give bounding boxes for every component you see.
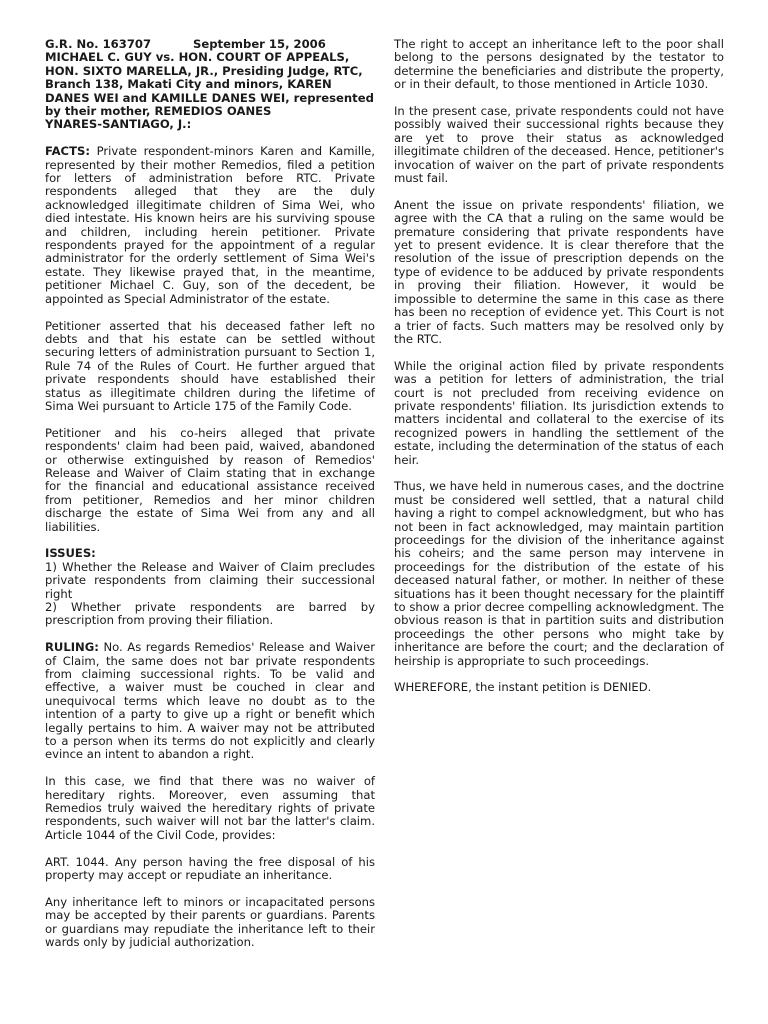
ruling-paragraph-8: While the original action filed by private respondents was a petition for letters of administration, the trial court is not precluded from receiving evidence on private respondents' filiation. Its jurisdiction extends to matters incidental and collateral to the exercise of its recognized powers in handling the settlement of the estate, including the determination of the status of each heir. — [394, 358, 724, 467]
ruling-paragraph-4: Any inheritance left to minors or incapacitated persons may be accepted by their parents or guardians. Parents or guardians may repudiate the inheritance left to their wards only by judicial authorization. — [45, 894, 375, 950]
decision-date: September 15, 2006 — [193, 37, 326, 51]
ruling-heading: RULING: — [45, 640, 99, 655]
left-column — [45, 38, 375, 963]
ponente: YNARES-SANTIAGO, J.: — [45, 117, 192, 132]
facts-paragraph-2: Petitioner asserted that his deceased father left no debts and that his estate can be settled without securing letters of administration pursuant to Section 1, Rule 74 of the Rules of Court. He further argued that private respondents should have established their status as illegitimate children during the lifetime of Sima Wei pursuant to Article 175 of the Family Code. — [45, 318, 375, 413]
ruling-paragraph-7: Anent the issue on private respondents' filiation, we agree with the CA that a ruling on the same would be premature considering that private respondents have yet to present evidence. It is clear therefore that the resolution of the issue of prescription depends on the type of evidence to be adduced by private respondents in proving their filiation. However, it would be impossible to determine the same in this case as there has been no reception of evidence yet. This Court is not a trier of facts. Such matters may be resolved only by the RTC. — [394, 197, 724, 346]
issues-heading: ISSUES: — [45, 546, 96, 561]
ruling-text-1: No. As regards Remedios' Release and Waiver of Claim, the same does not bar private respondents from claiming successional rights. To be valid and effective, a waiver must be couched in clear and unequivocal terms which leave no doubt as to the intention of a party to give up a right or benefit which legally pertains to him. A waiver may not be attributed to a person when its terms do not explicitly and clearly evince an intent to abandon a right. — [45, 640, 375, 762]
ruling-paragraph-9: Thus, we have held in numerous cases, and the doctrine must be considered well settled, that a natural child having a right to compel acknowledgment, but who has not been in fact acknowledged, may maintain partition proceedings for the division of the inheritance against his coheirs; and the same person may intervene in proceedings for the distribution of the estate of his deceased natural father, or mother. In neither of these situations has it been thought necessary for the plaintiff to show a prior decree compelling acknowledgment. The obvious reason is that in partition suits and distribution proceedings the other persons who might take by inheritance are before the court; and the declaration of heirship is appropriate to such proceedings. — [394, 479, 724, 668]
issue-2: 2) Whether private respondents are barred by prescription from proving their filiation. — [45, 600, 375, 628]
case-caption: MICHAEL C. GUY vs. HON. COURT OF APPEALS, HON. SIXTO MARELLA, JR., Presiding Judge, RTC, Branch 138, Makati City and minors, KAREN DANES WEI and KAMILLE DANES WEI, represented by their mother, REMEDIOS OANES — [45, 50, 374, 119]
ruling-paragraph-2: In this case, we find that there was no waiver of hereditary rights. Moreover, even assuming that Remedios truly waived the hereditary rights of private respondents, such waiver will not bar the latter's claim. Article 1044 of the Civil Code, provides: — [45, 774, 375, 842]
right-column — [394, 38, 724, 708]
article-1044-quote: ART. 1044. Any person having the free disposal of his property may accept or repudiate an inheritance. — [45, 854, 375, 883]
facts-heading: FACTS: — [45, 144, 90, 159]
ruling-paragraph-1 — [45, 641, 375, 762]
issue-1: 1) Whether the Release and Waiver of Claim precludes private respondents from claiming their successional right — [45, 559, 375, 601]
issues-section — [45, 547, 375, 627]
facts-paragraph-1 — [45, 145, 375, 306]
facts-text-1: Private respondent-minors Karen and Kamille, represented by their mother Remedios, filed a petition for letters of administration before RTC. Private respondents alleged that they are the duly acknowledged illegitimate children of Sima Wei, who died intestate. His known heirs are his surviving spouse and children, including herein petitioner. Private respondents prayed for the appointment of a regular administrator for the orderly settlement of Sima Wei's estate. They likewise prayed that, in the meantime, petitioner Michael C. Guy, son of the decedent, be appointed as Special Administrator of the estate. — [45, 144, 375, 306]
ruling-paragraph-5: The right to accept an inheritance left to the poor shall belong to the persons designated by the testator to determine the beneficiaries and distribute the property, or in their default, to those mentioned in Article 1030. — [394, 37, 724, 92]
ruling-paragraph-6: In the present case, private respondents could not have possibly waived their successional rights because they are yet to prove their status as acknowledged illegitimate children of the deceased. Hence, petitioner's invocation of waiver on the part of private respondents must fail. — [394, 104, 724, 186]
case-header — [45, 38, 375, 132]
disposition: WHEREFORE, the instant petition is DENIED. — [394, 680, 652, 695]
case-number-line — [45, 38, 375, 51]
facts-paragraph-3: Petitioner and his co-heirs alleged that private respondents' claim had been paid, waived, abandoned or otherwise extinguished by reason of Remedios' Release and Waiver of Claim stating that in exchange for the financial and educational assistance received from petitioner, Remedios and her minor children discharge the estate of Sima Wei from any and all liabilities. — [45, 425, 375, 534]
case-number: G.R. No. 163707 — [45, 37, 152, 51]
